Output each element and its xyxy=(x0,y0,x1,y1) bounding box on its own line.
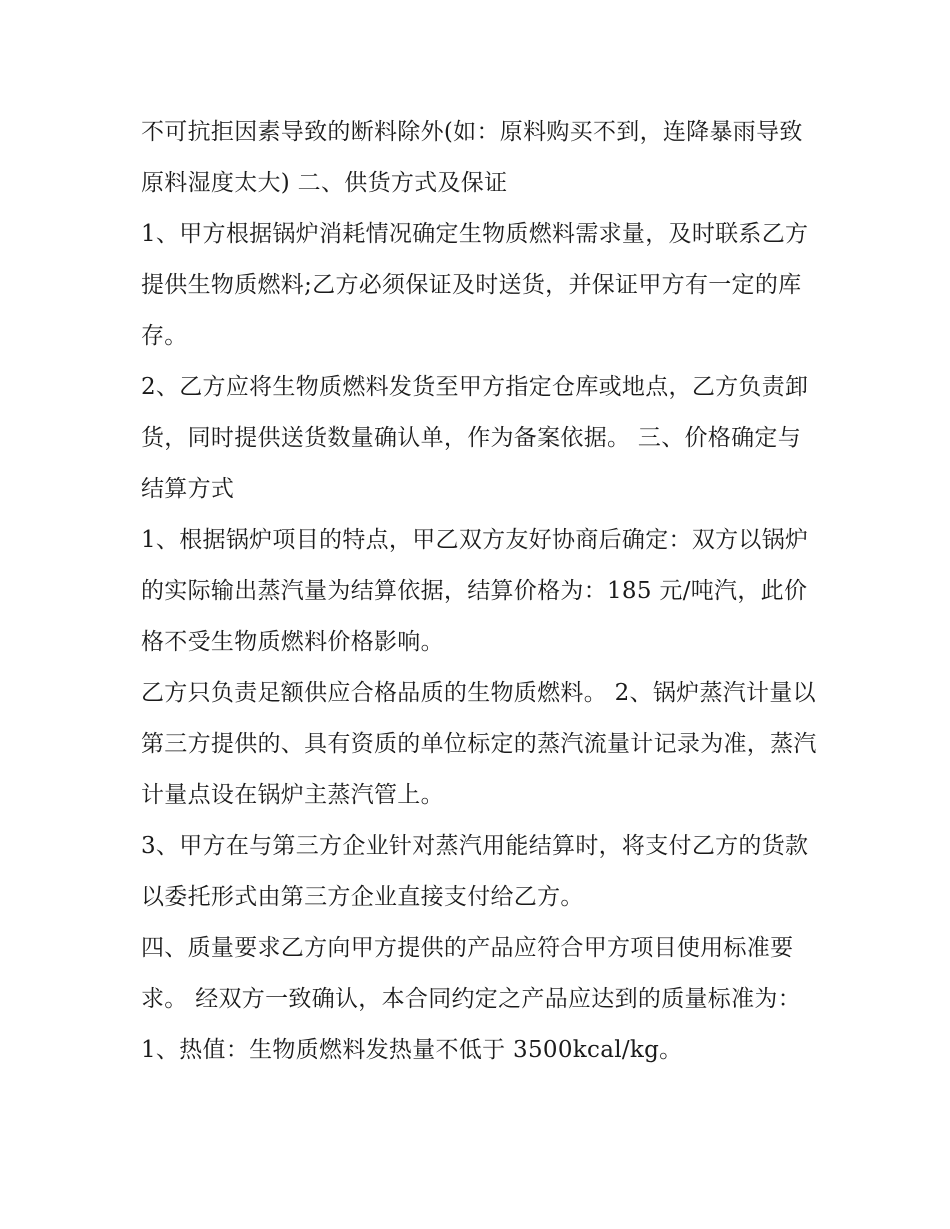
paragraph-supply-demand: 1、甲方根据锅炉消耗情况确定生物质燃料需求量，及时联系乙方提供生物质燃料;乙方必须保证及时送货，并保证甲方有一定的库存。 xyxy=(141,221,809,349)
paragraph-force-majeure: 不可抗拒因素导致的断料除外(如：原料购买不到，连降暴雨导致原料湿度太大) 二、供货方式及保证 xyxy=(141,119,803,196)
paragraph-payment: 3、甲方在与第三方企业针对蒸汽用能结算时，将支付乙方的货款以委托形式由第三方企业直接支付给乙方。 xyxy=(141,833,809,910)
paragraph-price: 1、根据锅炉项目的特点，甲乙双方友好协商后确定：双方以锅炉的实际输出蒸汽量为结算依据，结算价格为：185 元/吨汽，此价格不受生物质燃料价格影响。 xyxy=(141,527,809,655)
paragraph-steam-metering: 乙方只负责足额供应合格品质的生物质燃料。 2、锅炉蒸汽计量以第三方提供的、具有资质的单位标定的蒸汽流量计记录为准，蒸汽计量点设在锅炉主蒸汽管上。 xyxy=(141,680,817,808)
paragraph-calorific-value: 1、热值：生物质燃料发热量不低于 3500kcal/kg。 xyxy=(141,1037,683,1063)
paragraph-quality-requirements: 四、质量要求乙方向甲方提供的产品应符合甲方项目使用标准要求。 经双方一致确认，本合同约定之产品应达到的质量标准为： xyxy=(141,935,802,1012)
document-page xyxy=(141,107,821,1076)
paragraph-delivery: 2、乙方应将生物质燃料发货至甲方指定仓库或地点，乙方负责卸货，同时提供送货数量确认单，作为备案依据。 三、价格确定与结算方式 xyxy=(141,374,809,502)
